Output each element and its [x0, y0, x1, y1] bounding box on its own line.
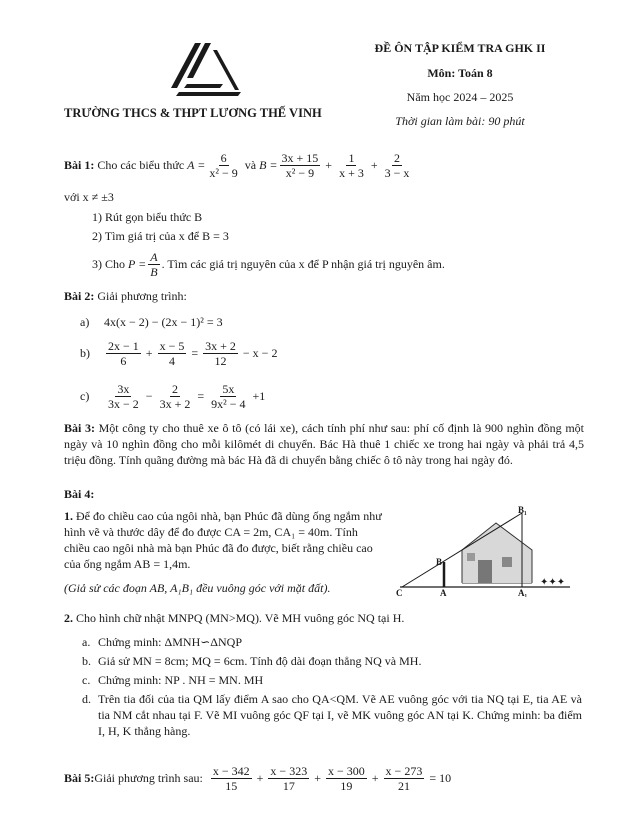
expr-p-lhs: P = — [128, 256, 147, 271]
q3-suffix: . Tìm các giá trị nguyên của x để P nhận giá trị nguyên âm. — [161, 256, 445, 271]
fraction-numerator: x − 300 — [327, 763, 365, 778]
fraction-denominator: x + 3 — [339, 165, 364, 180]
bai5-rhs: = 10 — [429, 770, 452, 785]
house-door — [478, 560, 492, 583]
fraction-denominator: 4 — [168, 353, 175, 368]
minus-sign: − — [145, 388, 153, 403]
exam-subject: Môn: Toán 8 — [427, 66, 493, 80]
bai1-question-2: 2) Tìm giá trị của x để B = 3 — [92, 229, 229, 243]
fraction-denominator: x² − 9 — [209, 165, 238, 180]
label-a1: A₁ — [518, 588, 528, 597]
bai5-term1 — [211, 764, 252, 793]
fraction-numerator: 3x — [117, 381, 130, 396]
bai1-statement — [64, 148, 413, 182]
q3-prefix: 3) Cho — [92, 256, 125, 271]
bai4-part1-text: Để đo chiều cao của ngôi nhà, bạn Phúc đã dùng ống ngắm như hình vẽ và thước dây để đo được CA = 2m, CA₁ = 40m. Tính chiều cao ngôi nhà mà bạn Phúc đã đo được, biết rằng chiều cao của ống ngắm AB = 1,4m. — [64, 509, 382, 571]
bai5-label: Bài 5: — [64, 770, 95, 785]
fraction-numerator: x − 273 — [385, 763, 423, 778]
fraction-denominator: 15 — [225, 778, 238, 793]
item-label: a. — [82, 635, 91, 649]
list-item — [82, 691, 582, 739]
equals-sign: = — [191, 345, 199, 360]
plus-sign: + — [371, 770, 379, 785]
bai1-intro: Cho các biểu thức — [97, 157, 185, 172]
equation-a: 4x(x − 2) − (2x − 1)² = 3 — [104, 314, 223, 329]
bai3-label: Bài 3: — [64, 421, 95, 435]
bai4-items — [82, 634, 582, 739]
item-label: b. — [82, 654, 91, 668]
and-word: và — [244, 157, 257, 172]
bai2-label: Bài 2: — [64, 289, 95, 303]
fraction-denominator: 17 — [282, 778, 295, 793]
fraction-denominator: 12 — [214, 353, 227, 368]
fraction-denominator: x² − 9 — [285, 165, 315, 180]
equation-b-term3 — [203, 339, 238, 368]
fraction-denominator: 19 — [340, 778, 353, 793]
expr-a-fraction — [207, 151, 239, 180]
plus-sign: + — [314, 770, 321, 785]
fraction-numerator: 1 — [348, 150, 355, 165]
house-measurement-figure — [392, 505, 592, 597]
part-label: a) — [80, 314, 90, 329]
equals-sign: = — [197, 388, 205, 403]
bai4-label: Bài 4: — [64, 487, 95, 501]
bai5-intro: Giải phương trình sau: — [94, 770, 203, 785]
item-label: d. — [82, 692, 91, 706]
plus-sign: + — [325, 157, 333, 172]
fraction-numerator: 2x − 1 — [108, 338, 139, 353]
bai2-part-c — [80, 379, 268, 413]
item-text: Chứng minh: ΔMNH∽ΔNQP — [98, 635, 243, 649]
equation-c-term3 — [209, 382, 247, 411]
item-text: Chứng minh: NP . NH = MN. MH — [98, 673, 264, 687]
fraction-numerator: x − 342 — [212, 763, 250, 778]
fraction-numerator: 5x — [222, 381, 235, 396]
expr-a-lhs: A = — [187, 157, 206, 172]
expr-b-lhs: B = — [259, 157, 278, 172]
part-label: b) — [80, 345, 90, 360]
house-window — [502, 557, 512, 567]
expr-b-term3 — [383, 151, 412, 180]
plus-sign: + — [370, 157, 378, 172]
fraction-numerator: 6 — [220, 150, 227, 165]
fraction-numerator: x − 5 — [159, 338, 185, 353]
equation-b-tail: − x − 2 — [242, 345, 278, 360]
equation-b-term2 — [158, 339, 187, 368]
bai1-question-3 — [92, 247, 445, 281]
fraction-numerator: 2 — [171, 381, 178, 396]
plus-sign: + — [256, 770, 264, 785]
item-label: c. — [82, 673, 91, 687]
fraction-numerator: 3x + 2 — [205, 338, 236, 353]
exam-duration: Thời gian làm bài: 90 phút — [395, 114, 525, 128]
bai1-question-1: 1) Rút gọn biểu thức B — [92, 210, 203, 224]
bai5-term4 — [384, 764, 425, 793]
fraction-numerator: 3x + 15 — [281, 150, 319, 165]
fraction-denominator: 3x − 2 — [108, 396, 139, 411]
fraction-denominator: 6 — [120, 353, 127, 368]
label-b: B — [436, 557, 443, 567]
bai2-part-a — [80, 313, 223, 331]
label-c: C — [396, 588, 403, 597]
item-text: Giả sử MN = 8cm; MQ = 6cm. Tính độ dài đoạn thẳng NQ và MH. — [98, 654, 422, 668]
bai3-text: Một công ty cho thuê xe ô tô (có lái xe), cách tính phí như sau: phí cố định là 900 nghìn đồng một ngày và 10 nghìn đồng cho mỗi kilômét di chuyển. Bác Hà thuê 1 chiếc xe trong hai ngày và phải trả 4,5 triệu đồng. Tính quãng đường mà bác Hà đã di chuyển bằng chiếc ô tô này trong hai ngày đó. — [64, 421, 584, 467]
part-number: 1. — [64, 509, 73, 523]
bai1-label: Bài 1: — [64, 157, 95, 172]
expr-p-fraction — [148, 250, 159, 279]
fraction-denominator: 3 − x — [384, 165, 410, 180]
exam-year: Năm học 2024 – 2025 — [406, 90, 514, 104]
bai4-part1 — [64, 508, 386, 572]
bai4-part2 — [64, 611, 404, 626]
fraction-numerator: 2 — [394, 150, 401, 165]
fraction-numerator: x − 323 — [270, 763, 308, 778]
expr-b-term1 — [280, 151, 321, 180]
bai2-heading — [64, 289, 187, 304]
house-window — [467, 553, 475, 561]
fraction-numerator: A — [150, 249, 158, 264]
school-name: TRƯỜNG THCS & THPT LƯƠNG THẾ VINH — [64, 106, 322, 120]
expr-b-term2 — [337, 151, 366, 180]
label-a: A — [440, 588, 447, 597]
bai3-paragraph — [64, 420, 584, 468]
people-icon: ✦✦✦ — [540, 577, 566, 588]
equation-c-term2 — [158, 382, 193, 411]
list-item — [82, 672, 582, 688]
fraction-denominator: 3x + 2 — [159, 396, 191, 411]
bai5-statement — [64, 760, 454, 796]
bai5-term3 — [326, 764, 367, 793]
school-logo-icon — [165, 38, 245, 98]
bai4-part2-text: Cho hình chữ nhật MNPQ (MN>MQ). Vẽ MH vuông góc NQ tại H. — [76, 611, 405, 625]
item-text: Trên tia đối của tia QM lấy điểm A sao cho QA<QM. Vẽ AE vuông góc với tia NQ tại E, tia AE và tia NM cắt nhau tại F. Vẽ MI vuông góc QF tại I, vẽ MK vuông góc AN tại K. Chứng minh: ba điểm I, H, K thẳng hàng. — [98, 692, 582, 738]
list-item — [82, 634, 582, 650]
bai1-condition: với x ≠ ±3 — [64, 190, 114, 204]
fraction-denominator: B — [150, 264, 158, 279]
equation-c-tail: +1 — [252, 388, 266, 403]
equation-c-term1 — [106, 382, 141, 411]
fraction-denominator: 9x² − 4 — [211, 396, 246, 411]
part-label: c) — [80, 388, 90, 403]
fraction-denominator: 21 — [397, 778, 410, 793]
bai5-term2 — [268, 764, 309, 793]
plus-sign: + — [145, 345, 153, 360]
equation-b-term1 — [106, 339, 141, 368]
bai2-part-b — [80, 336, 280, 370]
label-b1: B₁ — [518, 505, 527, 515]
bai4-part1-note: (Giả sử các đoạn AB, A₁B₁ đều vuông góc với mặt đất). — [64, 581, 331, 595]
exam-title: ĐỀ ÔN TẬP KIỂM TRA GHK II — [374, 41, 546, 55]
list-item — [82, 653, 582, 669]
part-number: 2. — [64, 611, 73, 625]
bai2-intro: Giải phương trình: — [97, 289, 187, 303]
